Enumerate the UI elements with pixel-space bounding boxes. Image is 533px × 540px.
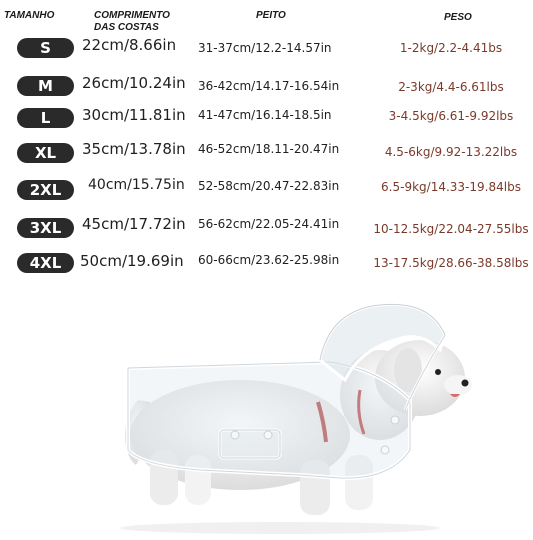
weight-value: 13-17.5kg/28.66-38.58lbs (373, 256, 529, 270)
size-badge: M (17, 76, 74, 96)
chest-value: 36-42cm/14.17-16.54in (198, 79, 340, 93)
header-size: TAMANHO (4, 10, 55, 21)
size-row (0, 76, 533, 100)
size-badge: L (17, 108, 74, 128)
size-row (0, 38, 533, 62)
back-length-value: 22cm/8.66in (82, 36, 177, 54)
size-badge: S (17, 38, 74, 58)
weight-value: 1-2kg/2.2-4.41bs (399, 41, 503, 55)
weight-value: 2-3kg/4.4-6.61lbs (398, 80, 504, 94)
back-length-value: 35cm/13.78in (82, 140, 186, 158)
size-row (0, 215, 533, 242)
header-back-length (94, 10, 204, 34)
header-back-line2: DAS COSTAS (94, 22, 159, 33)
size-badge: 4XL (17, 253, 74, 273)
size-badge: XL (17, 143, 74, 163)
header-back-line1: COMPRIMENTO (94, 10, 170, 21)
back-length-value: 30cm/11.81in (82, 106, 186, 124)
back-length-value: 50cm/19.69in (80, 252, 184, 270)
chest-value: 56-62cm/22.05-24.41in (198, 217, 340, 231)
size-row (0, 108, 533, 132)
weight-value: 3-4.5kg/6.61-9.92lbs (388, 109, 514, 123)
header-chest: PEITO (256, 10, 286, 21)
chest-value: 41-47cm/16.14-18.5in (198, 108, 332, 122)
size-badge: 2XL (17, 180, 74, 200)
back-length-value: 40cm/15.75in (88, 177, 185, 193)
back-length-value: 26cm/10.24in (82, 74, 186, 92)
header-weight: PESO (444, 12, 472, 23)
chest-value: 46-52cm/18.11-20.47in (198, 142, 340, 156)
chest-value: 52-58cm/20.47-22.83in (198, 179, 340, 193)
size-badge: 3XL (17, 218, 74, 238)
back-length-value: 45cm/17.72in (82, 215, 186, 233)
chest-value: 31-37cm/12.2-14.57in (198, 41, 332, 55)
weight-value: 6.5-9kg/14.33-19.84lbs (381, 180, 521, 194)
dog-raincoat-photo (0, 290, 533, 540)
size-row (0, 253, 533, 277)
weight-value: 4.5-6kg/9.92-13.22lbs (384, 145, 518, 159)
chest-value: 60-66cm/23.62-25.98in (198, 253, 340, 267)
size-row (0, 177, 533, 204)
size-row (0, 140, 533, 167)
weight-value: 10-12.5kg/22.04-27.55lbs (373, 222, 529, 236)
